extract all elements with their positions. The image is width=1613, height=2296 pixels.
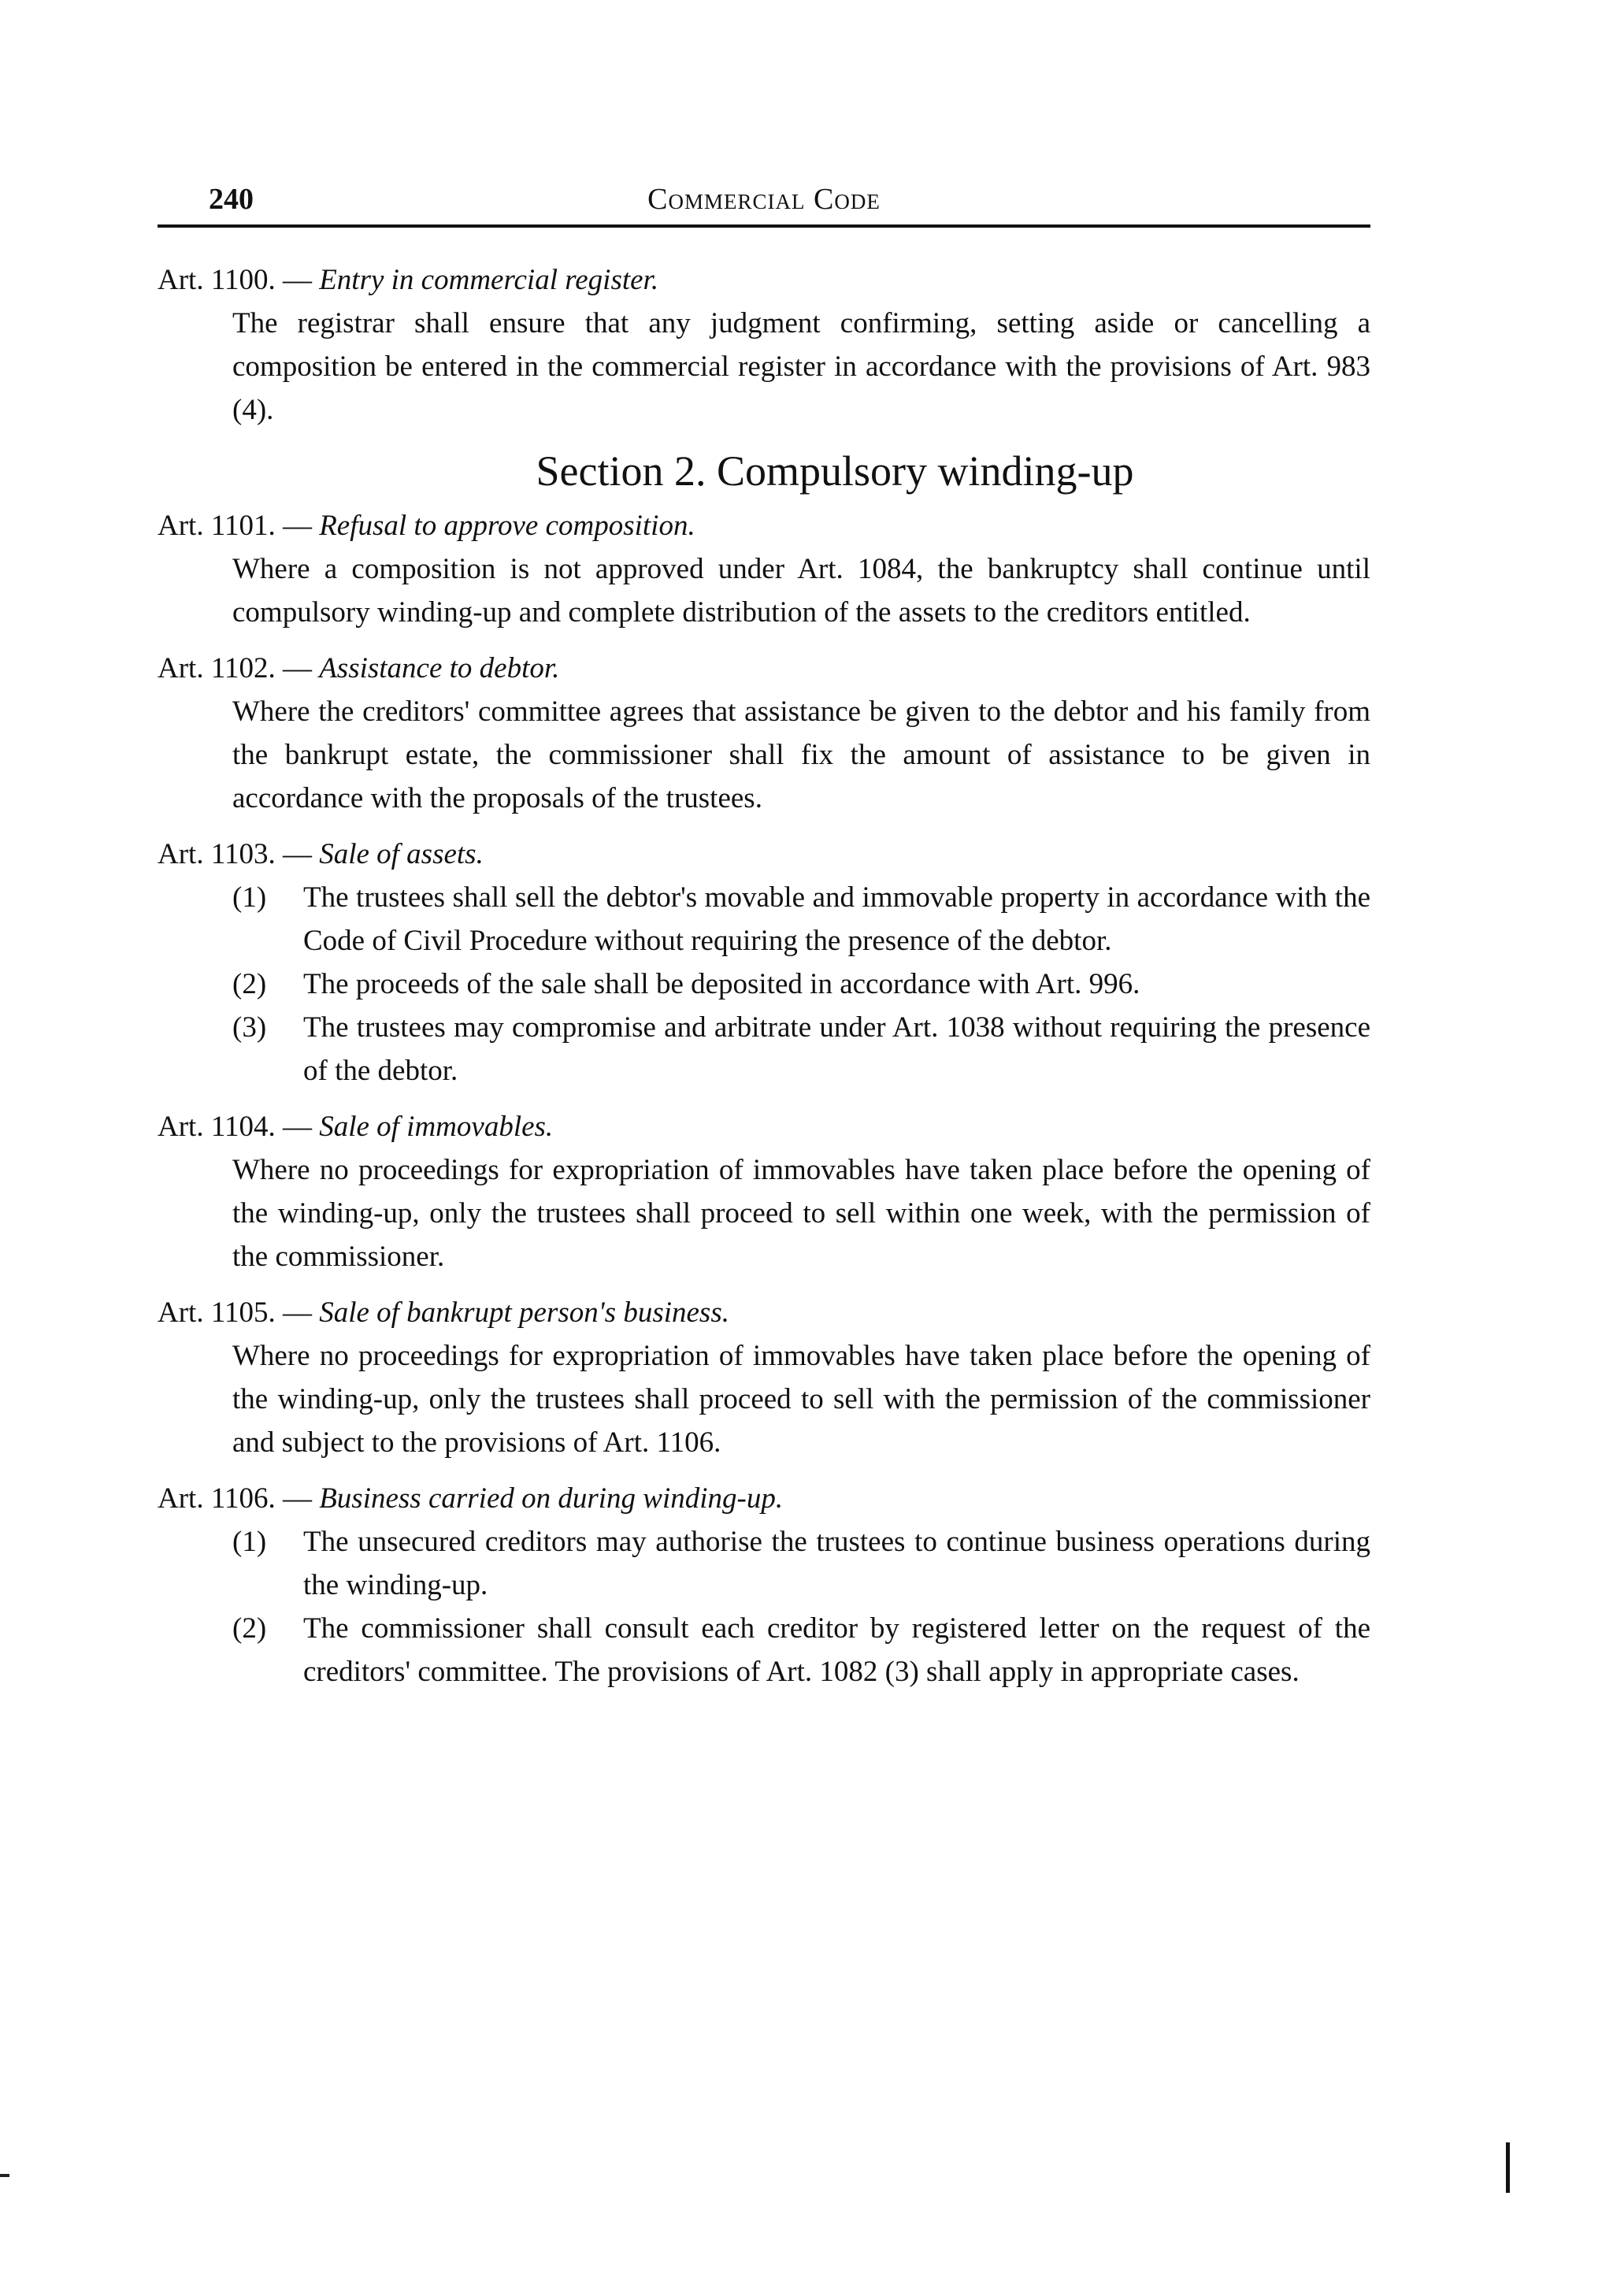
article-heading-1103 — [158, 833, 1370, 876]
numbered-paragraph — [232, 963, 1370, 1006]
page-number: 240 — [209, 183, 254, 216]
page-header — [158, 177, 1370, 228]
article-title: Business carried on during winding-up. — [319, 1482, 784, 1515]
article-number: Art. 1100. — [158, 264, 276, 296]
article-title: Sale of immovables. — [319, 1111, 554, 1143]
article-heading-1102 — [158, 647, 1370, 690]
numbered-paragraph — [232, 1607, 1370, 1693]
article-body-1102: Where the creditors' committee agrees that assistance be given to the debtor and his family from the bankrupt estate, the commissioner shall fix the amount of assistance to be given in accordance with the proposals of the trustees. — [232, 695, 1370, 814]
em-dash: — — [282, 510, 312, 542]
article-title: Assistance to debtor. — [319, 652, 560, 684]
article-body-1105: Where no proceedings for expropriation of immovables have taken place before the opening of the winding-up, only the trustees shall proceed to sell with the permission of the commissioner and subject to the provisions of Art. 1106. — [232, 1340, 1370, 1459]
paragraph-number: (2) — [232, 1612, 267, 1645]
page-body — [158, 258, 1370, 1693]
scan-mark-left — [0, 2174, 9, 2177]
em-dash: — — [282, 838, 312, 870]
article-body-1101: Where a composition is not approved under Art. 1084, the bankruptcy shall continue until compulsory winding-up and complete distribution of the assets to the creditors entitled. — [232, 553, 1370, 629]
numbered-paragraph — [232, 1520, 1370, 1607]
article-heading-1100 — [158, 258, 1370, 302]
article-number: Art. 1105. — [158, 1296, 276, 1329]
paragraph-number: (1) — [232, 1526, 267, 1558]
article-heading-1101 — [158, 504, 1370, 547]
paragraph-text: The proceeds of the sale shall be deposited in accordance with Art. 996. — [303, 968, 1140, 1000]
article-title: Refusal to approve composition. — [319, 510, 695, 542]
paragraph-number: (1) — [232, 881, 267, 914]
article-number: Art. 1103. — [158, 838, 276, 870]
article-title: Entry in commercial register. — [319, 264, 659, 296]
paragraph-number: (2) — [232, 968, 267, 1000]
article-title: Sale of assets. — [319, 838, 484, 870]
paragraph-text: The trustees may compromise and arbitrate under Art. 1038 without requiring the presence of the debtor. — [303, 1011, 1370, 1087]
numbered-paragraph — [232, 1006, 1370, 1092]
numbered-paragraph — [232, 876, 1370, 963]
article-title: Sale of bankrupt person's business. — [319, 1296, 729, 1329]
article-heading-1104 — [158, 1105, 1370, 1148]
em-dash: — — [282, 1111, 312, 1143]
em-dash: — — [282, 1482, 312, 1515]
em-dash: — — [282, 264, 312, 296]
section-title: Section 2. Compulsory winding-up — [536, 447, 1134, 495]
em-dash: — — [282, 652, 312, 684]
article-heading-1106 — [158, 1477, 1370, 1520]
article-number: Art. 1106. — [158, 1482, 276, 1515]
paragraph-text: The trustees shall sell the debtor's movable and immovable property in accordance with the Code of Civil Procedure without requiring the presence of the debtor. — [303, 881, 1370, 957]
em-dash: — — [282, 1296, 312, 1329]
paragraph-text: The commissioner shall consult each creditor by registered letter on the request of the creditors' committee. The provisions of Art. 1082 (3) shall apply in appropriate cases. — [303, 1612, 1370, 1688]
scan-mark-right — [1506, 2142, 1510, 2193]
article-number: Art. 1104. — [158, 1111, 276, 1143]
paragraph-text: The unsecured creditors may authorise the trustees to continue business operations during the winding-up. — [303, 1526, 1370, 1601]
article-number: Art. 1102. — [158, 652, 276, 684]
running-title: Commercial Code — [647, 183, 881, 216]
paragraph-number: (3) — [232, 1011, 267, 1044]
article-number: Art. 1101. — [158, 510, 276, 542]
article-body-1104: Where no proceedings for expropriation of immovables have taken place before the opening of the winding-up, only the trustees shall proceed to sell within one week, with the permission of the commissioner. — [232, 1154, 1370, 1273]
article-body-1100: The registrar shall ensure that any judgment confirming, setting aside or cancelling a composition be entered in the commercial register in accordance with the provisions of Art. 983 (4). — [232, 307, 1370, 426]
article-heading-1105 — [158, 1291, 1370, 1334]
